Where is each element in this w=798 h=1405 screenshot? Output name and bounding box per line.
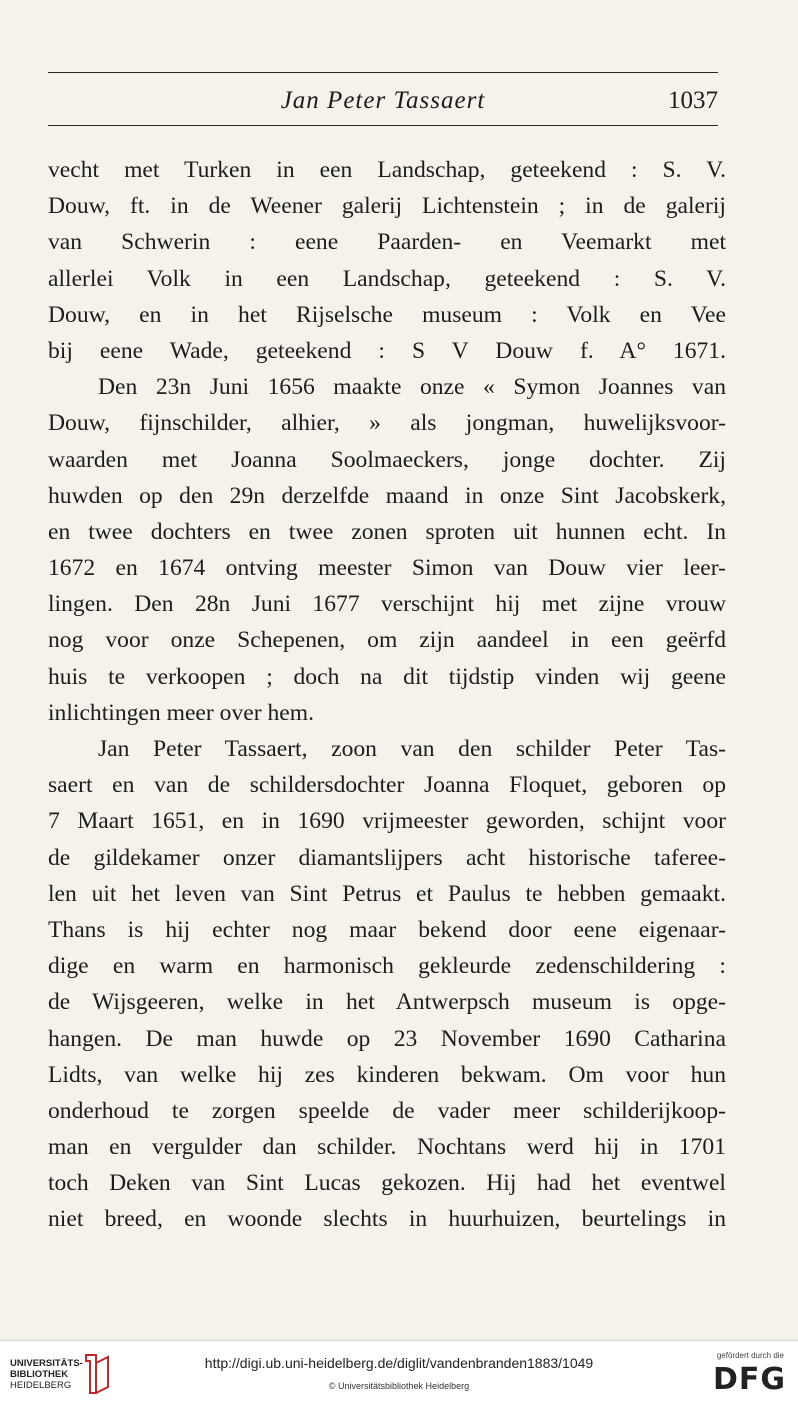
text-line: 7 Maart 1651, en in 1690 vrijmeester geworden, schijnt voor [48, 808, 726, 835]
text-line: en twee dochters en twee zonen sproten uit hunnen echt. In [48, 518, 726, 545]
text-line: Douw, en in het Rijselsche museum : Volk en Vee [48, 301, 726, 328]
page-number: 1037 [668, 87, 718, 114]
viewer-footer [0, 1340, 798, 1405]
text-line: lingen. Den 28n Juni 1677 verschijnt hij met zijne vrouw [48, 591, 726, 618]
text-line: saert en van de schildersdochter Joanna Floquet, geboren op [48, 772, 726, 799]
body-text [48, 152, 726, 1238]
funding-caption: gefördert durch die [716, 1351, 784, 1360]
text-line: Thans is hij echter nog maar bekend door eene eigenaar- [48, 916, 726, 943]
text-line: nog voor onze Schepenen, om zijn aandeel in een geërfd [48, 627, 726, 654]
text-line: Jan Peter Tassaert, zoon van den schilder Peter Tas- [98, 736, 726, 762]
text-line: allerlei Volk in een Landschap, geteekend : S. V. [48, 265, 726, 292]
text-line: inlichtingen meer over hem. [48, 699, 314, 726]
text-line: toch Deken van Sint Lucas gekozen. Hij had het eventwel [48, 1170, 726, 1197]
text-line: huwden op den 29n derzelfde maand in onze Sint Jacobskerk, [48, 482, 726, 509]
copyright-notice: © Universitätsbibliothek Heidelberg [328, 1381, 470, 1391]
text-line: de Wijsgeeren, welke in het Antwerpsch museum is opge- [48, 989, 726, 1016]
text-line: de gildekamer onzer diamantslijpers acht historische taferee- [48, 844, 726, 871]
text-line: Douw, ft. in de Weener galerij Lichtenstein ; in de galerij [48, 193, 726, 220]
text-line: waarden met Joanna Soolmaeckers, jonge dochter. Zij [48, 446, 726, 473]
text-line: huis te verkoopen ; doch na dit tijdstip vinden wij geene [48, 663, 726, 690]
text-line: len uit het leven van Sint Petrus et Paulus te hebben gemaakt. [48, 880, 726, 907]
library-name-line: BIBLIOTHEK [10, 1369, 69, 1380]
text-line: bij eene Wade, geteekend : S V Douw f. A° 1671. [48, 337, 726, 364]
text-line: vecht met Turken in een Landschap, geteekend : S. V. [48, 157, 726, 183]
text-line: Douw, fijnschilder, alhier, » als jongman, huwelijksvoor- [48, 410, 726, 437]
library-name-line: UNIVERSITÄTS- [10, 1358, 83, 1369]
text-line: Lidts, van welke hij zes kinderen bekwam. Om voor hun [48, 1061, 726, 1088]
text-line: niet breed, en woonde slechts in huurhuizen, beurtelings in [48, 1206, 726, 1233]
text-line: onderhoud te zorgen speelde de vader meer schilderijkoop- [48, 1097, 726, 1124]
header-rule-top [48, 72, 718, 73]
library-name-line: HEIDELBERG [10, 1380, 72, 1391]
text-line: man en vergulder dan schilder. Nochtans werd hij in 1701 [48, 1134, 726, 1161]
text-line: dige en warm en harmonisch gekleurde zedenschildering : [48, 953, 726, 980]
text-line: van Schwerin : eene Paarden- en Veemarkt met [48, 229, 726, 256]
header-rule-bottom [48, 125, 718, 126]
permalink-url[interactable]: http://digi.ub.uni-heidelberg.de/diglit/vandenbranden1883/1049 [204, 1355, 594, 1371]
running-head [48, 84, 718, 118]
text-line: hangen. De man huwde op 23 November 1690 Catharina [48, 1025, 726, 1052]
running-title: Jan Peter Tassaert [280, 87, 486, 114]
text-line: 1672 en 1674 ontving meester Simon van Douw vier leer- [48, 555, 726, 582]
text-line: Den 23n Juni 1656 maakte onze « Symon Joannes van [98, 374, 726, 401]
dfg-logo: DFG [712, 1362, 786, 1397]
